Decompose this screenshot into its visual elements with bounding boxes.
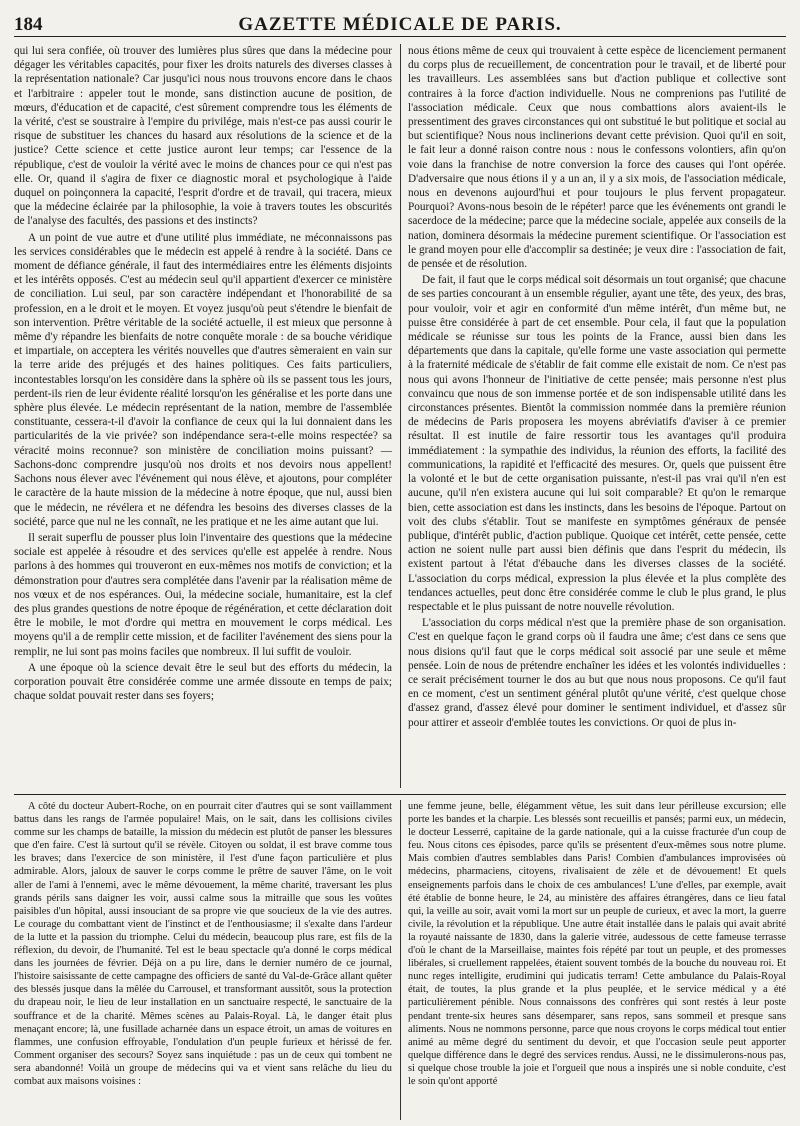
paragraph: De fait, il faut que le corps médical soit désormais un tout organisé; que chacune de ses parties concourant à un ensemble régulier, ayant une tête, des yeux, des bras, pour vouloir, voir et agir en conformité d'un même intérêt, d'un même but, ne puisse être considérée à part de cet ensemble. Pour cela, il faut que la population médicale se réunisse sur tous les points de la France, aussi bien dans les départements que dans la capitale, qu'elle forme une vaste association qui permette à la fraternité médicale de s'établir de fait comme elle existait de nom. Ce n'est pas nous qui avons l'honneur de l'initiative de cette pensée; mais personne n'est plus convaincu que nous de son immense portée et de son indispensable utilité dans les circonstances présentes. Bientôt la commission nommée dans la première réunion de médecins de Paris proposera les moyens abréviatifs d'aviser à ce premier résultat. Il est inutile de faire ressortir tous les avantages qu'il produira immédiatement : la sympathie des individus, la réunion des efforts, la facilité des communications, la rapidité et l'efficacité des mesures. Or, quels que puissent être la volonté et le but de cette organisation puissante, n'est-il pas vrai qu'il n'en est aucune, qu'il n'en existera aucune qui lui soit comparable? Et qu'on le remarque bien, cette association est dans les instincts, dans les besoins de l'époque. Partout on voit des clubs s'établir. Tout se manifeste en symptômes généraux de pensée publique, d'intérêt public, d'action publique. Quoique cet intérêt, cette pensée, cette action ne soient nulle part aussi bien définis que dans l'esprit du médecin, ils existent partout à l'état d'ébauche dans les diverses classes de la société. L'association du corps médical, expression la plus élevée et la plus complète des tendances actuelles, peut donc être considérée comme le club le plus grand, le plus respectable et le plus puissant de notre nouvelle révolution. [408, 274, 786, 613]
feuilleton-section [14, 800, 786, 1120]
paragraph: nous étions même de ceux qui trouvaient à cette espèce de licenciement permanent du corps plus de recueillement, de concentration pour le travail, et de liberté pour les travailleurs. Les assemblées sans but d'action publique et collective sont contraires à la force d'action individuelle. Nous ne comprenions pas l'utilité de l'association médicale. Ceux que nous combattions alors avaient-ils le pressentiment des graves circonstances qui ont substitué le but politique et social au but scientifique? Nous nous inclinerions devant cette prévision. Quoi qu'il en soit, le fait leur a donné raison contre nous : nous le confessons volontiers, afin qu'on voie dans la franchise de notre conversion la force des causes qui l'ont opérée. D'adversaire que nous étions il y a un an, il y a six mois, de l'association médicale, nous en devenons aujourd'hui et pour toujours le plus fervent propagateur. Pourquoi? Avons-nous besoin de le répéter! parce que les événements ont grandi le sacerdoce de la médecine; parce que la médecine sociale, appelée aux conseils de la nation, dominera désormais la médecine purement scientifique. Or l'association est le grand moyen pour elle d'accomplir sa destinée; je veux dire : l'association de fait, de pensée et de résolution. [408, 45, 786, 271]
right-column [408, 44, 786, 788]
paragraph: A côté du docteur Aubert-Roche, on en pourrait citer d'autres qui se sont vaillamment battus dans les rangs de l'armée populaire! Mais, on le sait, dans les collisions civiles comme sur les champs de bataille, la mission du médecin est plutôt de panser les blessures que d'en faire. C'est là surtout qu'il se révèle. Citoyen ou soldat, il est brave comme tous les braves; dans l'exercice de son ministère, il l'est d'une façon particulière et plus admirable. Alors, jaloux de sauver le corps comme le prêtre de sauver l'âme, on le voit aller de l'ami à l'ennemi, avec le même dévouement, la même charité, traversant les plus grands périls sans daigner les voir, aussi calme sous la mitraille que sous les voûtes paisibles d'un hôpital, aussi insouciant de sa propre vie que soucieux de la vie des autres. Le courage du combattant vient de l'instinct et de l'enthousiasme; il s'exalte dans l'ardeur de la lutte et la passion du triomphe. Celui du médecin, beaucoup plus rare, est fils de la réflexion, du devoir, de l'humanité. Tel est le beau spectacle qu'a donné le corps médical dans les journées de février. Déjà on a pu lire, dans le dernier numéro de ce journal, l'histoire saisissante de cette campagne des officiers de santé du Val-de-Grâce allant quêter des blessés jusque dans la mêlée du Carrousel, et transformant aussitôt, sous la protection du drapeau noir, le lieu de leur installation en un sanctuaire respecté, le sanctuaire de la souffrance et de la charité. Mêmes scènes au Palais-Royal. Là, le danger était plus menaçant encore; là, une fusillade acharnée dans un espace étroit, un amas de voitures en flammes, une confusion effroyable, l'ondulation d'un peuple furieux et hérissé de fer. Comment organiser des secours? Soyez sans inquiétude : pas un de ceux qui tombent ne sera abandonné! Voilà un groupe de médecins qui va et vient sans relâche du lieu du combat aux maisons voisines : [14, 801, 392, 1087]
left-column [14, 44, 392, 788]
page-header [14, 14, 786, 37]
paragraph: L'association du corps médical n'est que la première phase de son organisation. C'est en quelque façon le grand corps où il faudra une âme; c'est dans ce sens que nous disions qu'il faut que le corps médical soit associé par une seule et même pensée. Loin de nous de prétendre enchaîner les idées et les volontés individuelles : ce serait précisément tourner le dos au but que nous nous proposons. Ce qu'il faut en ce moment, c'est un sentiment général plutôt qu'une vérité, c'est quelque chose d'assez grand, d'assez élevé pour dominer le sentiment individuel, et d'assez sûr pour attirer et asseoir d'emblée toutes les convictions. Or quoi de plus in- [408, 617, 786, 729]
column-divider [400, 800, 401, 1120]
section-divider [14, 794, 786, 795]
paragraph: qui lui sera confiée, où trouver des lumières plus sûres que dans la médecine pour dégager les véritables capacités, pour fixer les droits naturels des diverses classes à la représentation nationale? Car jusqu'ici nous nous trouvons encore dans le chaos et l'arbitraire : appeler tout le monde, sans distinction aucune de position, de mœurs, d'éducation et de capacité, c'est sûrement comprendre tous les éléments de la vérité, c'est se soustraire à l'empire du privilége, mais n'est-ce pas aussi courir le risque de substituer les chances du hasard aux résolutions de la science et de la justice? Cette science et cette justice auront leur temps; car l'essence de la république, c'est de vouloir la vérité avec le moins de chances pour ce qui n'est pas elle. Or, quand il s'agira de fixer ce diagnostic moral et psychologique à l'aide duquel on poinçonnera la capacité, l'esprit d'ordre et de travail, qui tracera, mieux que la médecine éclairée par la philosophie, la voie à travers toutes les obscurités de l'analyse des facultés, des passions et des instincts? [14, 45, 392, 228]
paragraph: une femme jeune, belle, élégamment vêtue, les suit dans leur périlleuse excursion; elle porte les bandes et la charpie. Les blessés sont recueillis et pansés; parmi eux, un médecin, le docteur Lesserré, capitaine de la garde nationale, qui a la cuisse fracturée d'un coup de feu. Nous citons ces épisodes, parce qu'ils se présentent d'eux-mêmes sous notre plume. Mais combien d'autres semblables dans Paris! Combien d'ambulances improvisées où médecins, pharmaciens, citoyens, rivalisaient de zèle et de dévouement! Et quels enseignements parfois dans le choix de ces ambulances! L'une d'elles, par exemple, avait été établie de bonne heure, le 24, au ministère des affaires étrangères, dans ce lieu fatal qui, la veille au soir, avait vomi la mort sur un peuple de curieux, et avec la mort, la guerre civile, la révolution et la république. Une autre était installée dans le palais qui avait abrité la royauté naissante de 1830, dans la galerie vitrée, audessous de cette fameuse terrasse d'où le chant de la Marseillaise, maintes fois répété par tout un peuple, et des promesses libérales, si cruellement rappelées, étaient souvent tombés de la bouche du nouveau roi. Et nunc reges intelligite, erudimini qui judicatis terram! Cette ambulance du Palais-Royal était, de toutes, la plus grande et la plus peuplée, et le service médical y a été particulièrement pénible. Nous connaissons des confrères qui sont restés à leur poste pendant trente-six heures sans désemparer, sans repos, sans sommeil et presque sans aliments. Nous ne nommons personne, parce que nous croyons le corps médical tout entier animé au même degré du sentiment du devoir, et que l'occasion seule peut apporter quelque différence dans le degré des services rendus. Aussi, ne le dissimulerons-nous pas, si quelque chose trouble la joie et l'orgueil que nous a inspirés une si noble conduite, c'est le soin qu'ont apporté [408, 801, 786, 1087]
lower-left-column [14, 800, 392, 1120]
paragraph: A une époque où la science devait être le seul but des efforts du médecin, la corporation pouvait être considérée comme une armée dissoute en temps de paix; chaque soldat pouvait rester dans ses foyers; [14, 661, 392, 703]
lower-right-column [408, 800, 786, 1120]
page-number: 184 [14, 14, 43, 35]
main-article [14, 44, 786, 788]
journal-title: GAZETTE MÉDICALE DE PARIS. [238, 14, 562, 35]
paragraph: Il serait superflu de pousser plus loin l'inventaire des questions que la médecine sociale est appelée à résoudre et des services qu'elle est appelée à rendre. Nous parlons à des hommes qui trouveront en eux-mêmes nos motifs de conviction; et la démonstration pour d'autres sera complétée dans l'avenir par la réalisation même de nos vœux et de nos espérances. Oui, la médecine sociale, humanitaire, est la clef des plus grandes questions de notre époque de régénération, et cette déclaration doit être le mobile, le mot d'ordre qui mettra en mouvement le corps médical. Les moyens qu'il a de remplir cette mission, et de faciliter l'avénement des siens pour la remplir, ne lui sont pas moins faciles que nombreux. Il lui suffit de vouloir. [14, 531, 392, 658]
column-divider [400, 44, 401, 788]
paragraph: A un point de vue autre et d'une utilité plus immédiate, ne méconnaissons pas les services considérables que le médecin est appelé à rendre à la société. Dans ce moment de défiance générale, il faut des intermédiaires entre les éléments disjoints et les intérêts opposés. C'est au médecin seul qu'il appartient d'exercer ce ministère de conciliation. Lui seul, par son caractère indépendant et l'honorabilité de sa profession, en a le droit et le moyen. Et voyez jusqu'où peut s'étendre le bienfait de son intervention. Prêtre véritable de la société actuelle, il est mieux que personne à même d'y répandre les bienfaits de notre conquête morale : de sa bouche véridique et impartiale, on acceptera les vérités nouvelles que d'autres sèmeraient en vain sur la terre aride des préjugés et des haines politiques. Ces faits particuliers, incontestables lorsqu'on les considère dans la sphère où ils se passent tous les jours, perdent-ils rien de leur évidente réalité lorsqu'on les généralise et les porte dans une sphère plus élevée. Le médecin représentant de la nation, membre de l'assemblée constituante, cessera-t-il d'avoir la confiance de ceux qui la lui donnaient dans les particularités de la vie privée? son indépendance sera-t-elle moins respectée? sa véracité moins reconnue? son ministère de conciliation moins puissant? — Sachons-donc comprendre jusqu'où nos droits et nos devoirs nous appellent! Sachons nous élever avec l'événement qui nous élève, et ajoutons, pour compléter le caractère de la haute mission de la médecine à notre époque, que nul, aussi bien que le médecin, ne révélera et ne défendra les besoins des diverses classes de la société, parce que nul ne les connaît, ne les pratique et ne les aime autant que lui. [14, 231, 392, 528]
